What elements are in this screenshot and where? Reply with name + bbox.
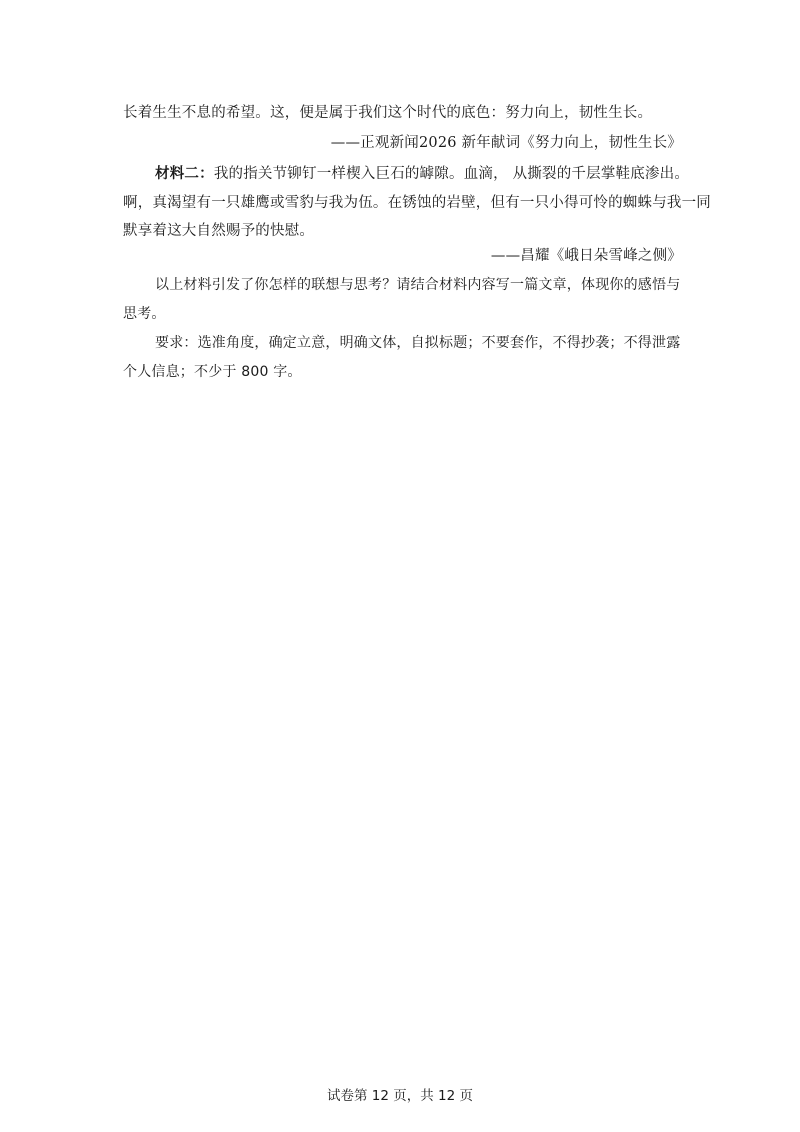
material-two-line-3: 默享着这大自然赐予的快慰。 [123, 223, 315, 239]
requirements-line-1: 要求：选准角度，确定立意，明确文体，自拟标题；不要套作，不得抄袭；不得泄露 [155, 335, 681, 351]
writing-prompt-line-2: 思考。 [123, 306, 166, 322]
material-two-line-1: 我的指关节铆钉一样楔入巨石的罅隙。血滴， 从撕裂的千层掌鞋底渗出。 [213, 166, 690, 182]
writing-prompt-line-1: 以上材料引发了你怎样的联想与思考？请结合材料内容写一篇文章，体现你的感悟与 [155, 277, 681, 293]
page-number-footer: 试卷第 12 页，共 12 页 [326, 1088, 474, 1104]
material-one-tail-line: 长着生生不息的希望。这，便是属于我们这个时代的底色：努力向上，韧性生长。 [123, 105, 653, 121]
requirements-line-2: 个人信息；不少于 800 字。 [123, 364, 302, 380]
material-one-source: ——正观新闻2026 新年献词《努力向上，韧性生长》 [330, 135, 682, 151]
material-two-label: 材料二： [155, 165, 214, 182]
material-two-source: ——昌耀《峨日朵雪峰之侧》 [490, 248, 682, 264]
material-two-line-2: 啊，真渴望有一只雄鹰或雪豹与我为伍。在锈蚀的岩壁，但有一只小得可怜的蜘蛛与我一同 [123, 195, 711, 211]
material-two-first-line [155, 164, 725, 184]
